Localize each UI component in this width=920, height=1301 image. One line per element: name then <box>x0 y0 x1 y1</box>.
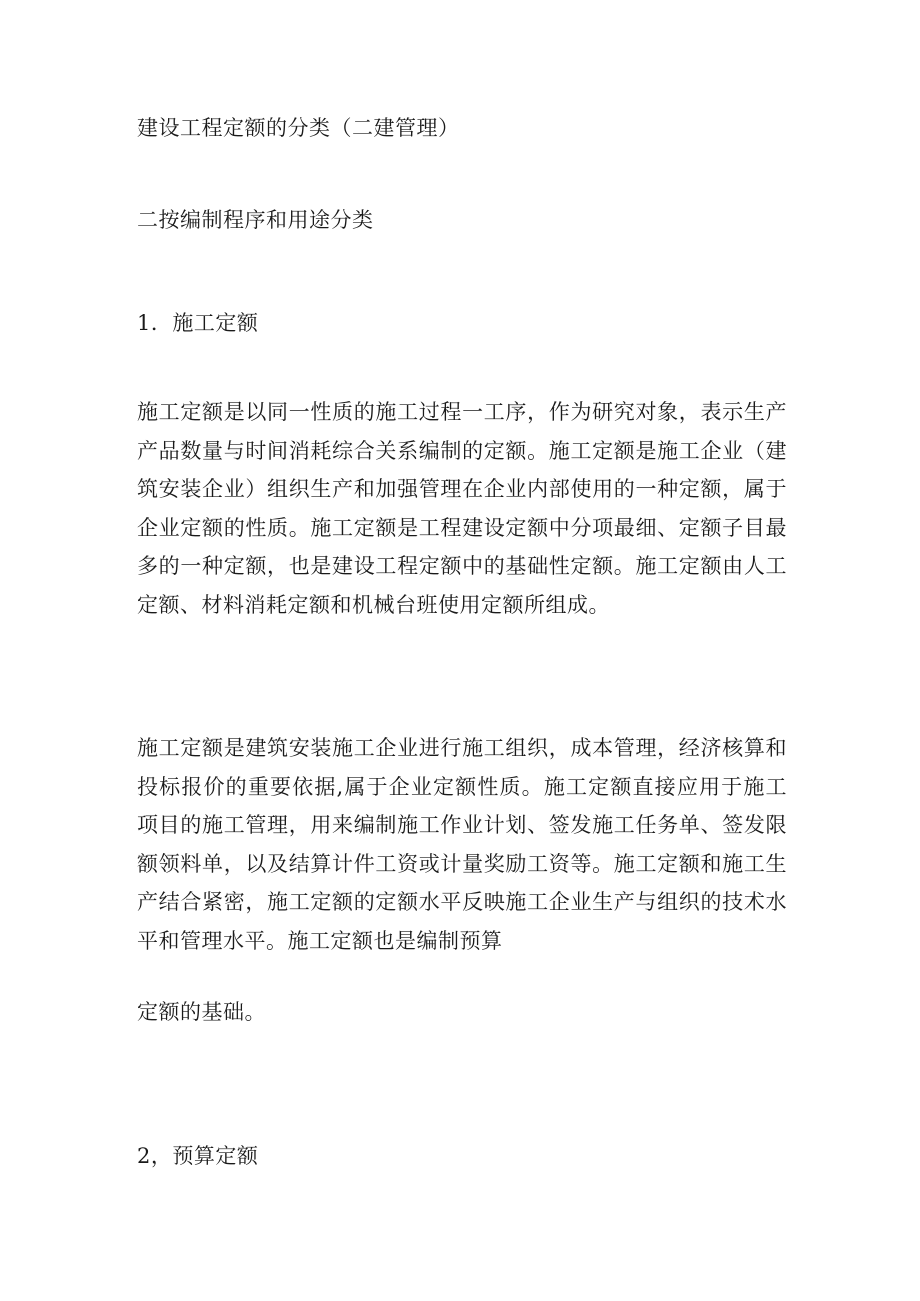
document-title: 建设工程定额的分类（二建管理） <box>137 116 460 140</box>
paragraph-construction-quota-usage: 施工定额是建筑安装施工企业进行施工组织，成本管理，经济核算和投标报价的重要依据,属于企业定额性质。施工定额直接应用于施工项目的施工管理，用来编制施工作业计划、签发施工任务单、签发限额领料单，以及结算计件工资或计量奖励工资等。施工定额和施工生产结合紧密，施工定额的定额水平反映施工企业生产与组织的技术水平和管理水平。施工定额也是编制预算 <box>137 736 787 953</box>
paragraph-tail: 定额的基础。 <box>137 1000 266 1024</box>
section-heading: 二按编制程序和用途分类 <box>137 208 374 232</box>
item-heading-budget-quota: 2，预算定额 <box>137 1144 259 1168</box>
paragraph-construction-quota-definition: 施工定额是以同一性质的施工过程一工序，作为研究对象，表示生产产品数量与时间消耗综合关系编制的定额。施工定额是施工企业（建筑安装企业）组织生产和加强管理在企业内部使用的一种定额，属于企业定额的性质。施工定额是工程建设定额中分项最细、定额子目最多的一种定额，也是建设工程定额中的基础性定额。施工定额由人工定额、材料消耗定额和机械台班使用定额所组成。 <box>137 400 787 617</box>
item-heading-construction-quota: 1．施工定额 <box>137 311 259 335</box>
